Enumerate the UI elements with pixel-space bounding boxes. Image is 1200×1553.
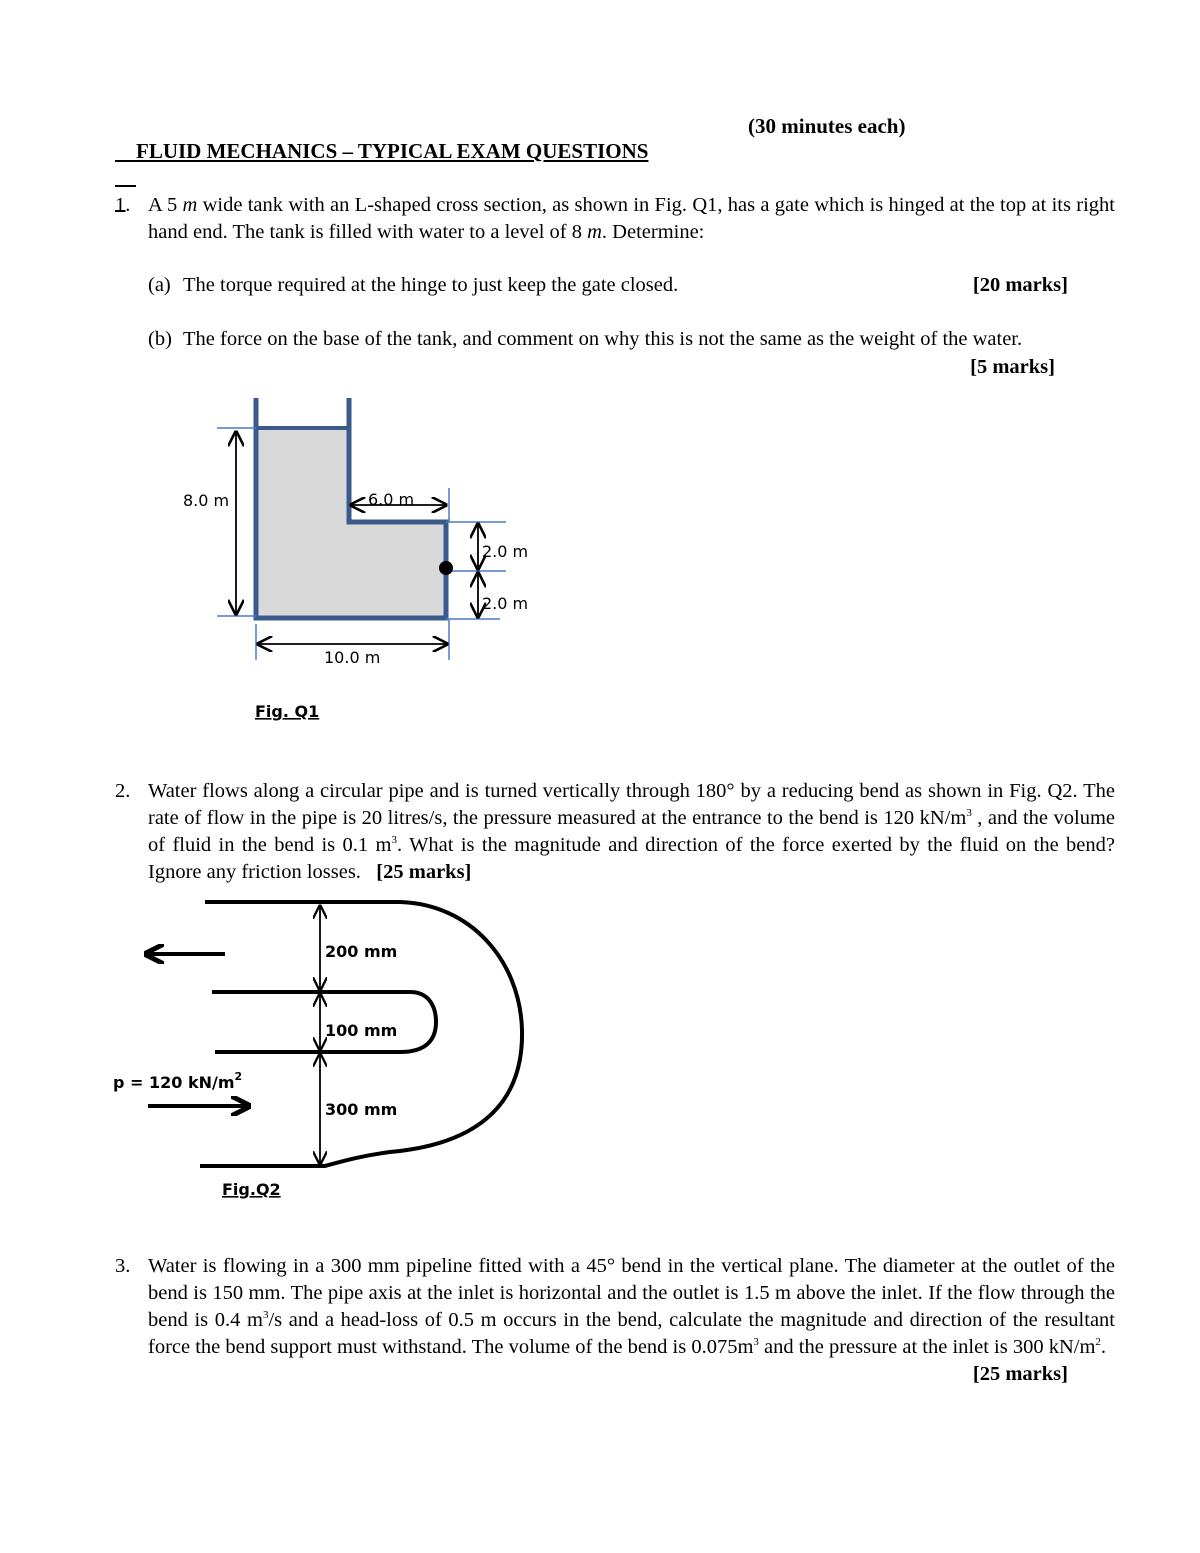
part-label: (a): [148, 274, 171, 296]
dim-label-step: 6.0 m: [368, 490, 415, 509]
figure-q2: [0, 880, 600, 1210]
question-text: Water flows along a circular pipe and is turned vertically through 180° by a reducing bend as shown in Fig. Q2. The rate of flow in the pipe is 20 litres/s, the pressure measured at the entrance to the bend is 120 $kN/m^3$ , and the volume of fluid in the bend is 0.1 $m^3$. What is the magnitude and direction of the force exerted by the fluid on the bend? Ignore any friction losses. [25 marks]: [148, 780, 1116, 883]
inner-pipe-wall: [212, 992, 436, 1052]
dim-label-gate-top: 2.0 m: [482, 542, 529, 561]
figure-caption: Fig.Q2: [222, 1180, 281, 1199]
question-number: 2.: [115, 780, 131, 802]
question-text: A 5 m wide tank with an L-shaped cross section, as shown in Fig. Q1, has a gate which is hinged at the top at its right hand end. The tank is filled with water to a level of 8 m. Determine:: [148, 194, 1115, 243]
dim-label-bottom: 300 mm: [325, 1100, 398, 1119]
marks-badge: [25 marks]: [972, 1363, 1068, 1385]
figure-caption: Fig. Q1: [255, 702, 320, 721]
marks-badge: [5 marks]: [970, 356, 1055, 378]
hinge-icon: [439, 561, 453, 575]
dim-label-top: 200 mm: [325, 942, 398, 961]
figure-q1: [0, 0, 1200, 740]
question-text: Water is flowing in a 300 mm pipeline fitted with a 45° bend in the vertical plane. The diameter at the outlet of the bend is 150 mm. The pipe axis at the inlet is horizontal and the outlet is 1.5 m above the inlet. If the flow through the bend is 0.4 $m^3/s$ and a head-loss of 0.5 m occurs in the bend, calculate the magnitude and direction of the resultant force the bend support must withstand. The volume of the bend is $0.075m^3$ and the pressure at the inlet is 300 $kN/m^2$.: [148, 1255, 1115, 1358]
question-number: 1.: [115, 194, 131, 216]
title-main: FLUID MECHANICS – TYPICAL EXAM QUESTIONS: [136, 139, 649, 163]
dim-label-gate-bottom: 2.0 m: [482, 594, 529, 613]
part-text: The torque required at the hinge to just keep the gate closed.: [183, 274, 679, 296]
question-3: [115, 1253, 1115, 1385]
pressure-label: p = 120 $kN/m^2$: [113, 1070, 243, 1092]
marks-badge: [25 marks]: [376, 861, 472, 883]
dim-label-mid: 100 mm: [325, 1021, 398, 1040]
title-duration: (30 minutes each): [748, 114, 906, 138]
part-label: (b): [148, 328, 172, 350]
question-number: 3.: [115, 1255, 131, 1277]
part-text: The force on the base of the tank, and comment on why this is not the same as the weight of the water.: [183, 328, 1023, 350]
dim-label-height: 8.0 m: [183, 491, 230, 510]
dim-label-base: 10.0 m: [324, 648, 381, 667]
marks-badge: [20 marks]: [972, 274, 1068, 296]
question-2: [115, 778, 1115, 886]
